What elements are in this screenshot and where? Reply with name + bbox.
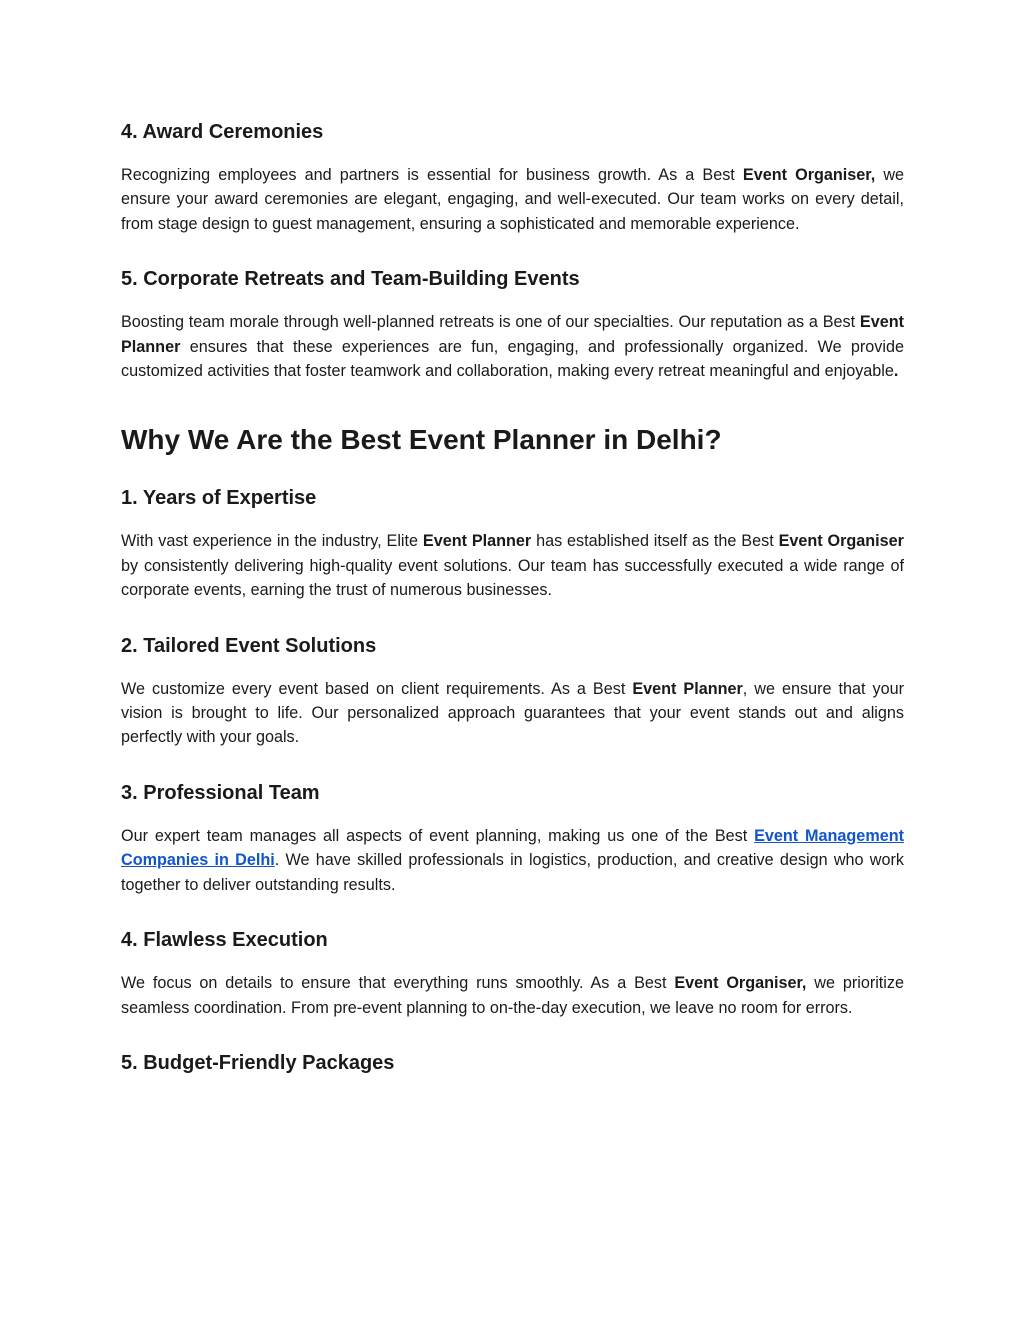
text-run: by consistently delivering high-quality event solutions. Our team has successfully executed a wide range of corporate events, earning the trust of numerous businesses. — [121, 556, 904, 600]
years-of-expertise-paragraph — [121, 529, 904, 602]
bold-run: Event Organiser, — [674, 974, 807, 993]
professional-team-heading: 3. Professional Team — [121, 781, 320, 804]
bold-run: Event Organiser — [778, 532, 904, 551]
text-run: Boosting team morale through well-planned retreats is one of our specialties. Our reputation as a Best — [121, 313, 860, 332]
text-run: we prioritize seamless coordination. From pre-event planning to on-the-day execution, we leave no room for errors. — [121, 974, 905, 1017]
bold-run: . — [893, 362, 899, 381]
text-run: we ensure your award ceremonies are elegant, engaging, and well-executed. Our team works on every detail, from stage design to guest management, ensuring a sophisticated and memorable experience. — [121, 166, 905, 233]
award-ceremonies-heading: 4. Award Ceremonies — [121, 121, 324, 143]
event-management-companies-link[interactable]: Event Management Companies in Delhi — [121, 826, 904, 870]
document-content — [121, 118, 904, 1077]
bold-run: Event Planner — [121, 313, 904, 356]
text-run: . We have skilled professionals in logistics, production, and creative design who work together to deliver outstanding results. — [121, 851, 904, 894]
text-run: We customize every event based on client requirements. As a Best — [121, 679, 633, 698]
text-run: Our expert team manages all aspects of event planning, making us one of the Best — [121, 826, 755, 845]
years-of-expertise-heading: 1. Years of Expertise — [121, 487, 317, 510]
bold-run: Event Organiser, — [742, 166, 876, 184]
why-section-title: Why We Are the Best Event Planner in Delhi? — [121, 424, 722, 456]
text-run: Recognizing employees and partners is essential for business growth. As a Best — [121, 166, 743, 184]
award-ceremonies-paragraph — [121, 163, 904, 236]
budget-packages-heading: 5. Budget-Friendly Packages — [121, 1051, 395, 1074]
flawless-execution-paragraph — [121, 971, 904, 1020]
text-run: , we ensure that your vision is brought to life. Our personalized approach guarantees that your event stands out and aligns perfectly with your goals. — [121, 679, 904, 747]
text-run: ensures that these experiences are fun, engaging, and professionally organized. We provide customized activities that foster teamwork and collaboration, making every retreat meaningful and enjoyable — [121, 337, 904, 381]
text-run: has established itself as the Best — [531, 532, 779, 551]
professional-team-paragraph — [121, 824, 904, 897]
tailored-solutions-heading: 2. Tailored Event Solutions — [121, 634, 377, 657]
text-run: We focus on details to ensure that everything runs smoothly. As a Best — [121, 974, 675, 993]
bold-run: Event Planner — [632, 679, 743, 698]
tailored-solutions-paragraph — [121, 677, 904, 750]
corporate-retreats-paragraph — [121, 310, 904, 383]
corporate-retreats-heading: 5. Corporate Retreats and Team-Building Events — [121, 268, 580, 291]
flawless-execution-heading: 4. Flawless Execution — [121, 929, 328, 952]
bold-run: Event Planner — [422, 532, 532, 551]
text-run: With vast experience in the industry, Elite — [121, 532, 423, 551]
